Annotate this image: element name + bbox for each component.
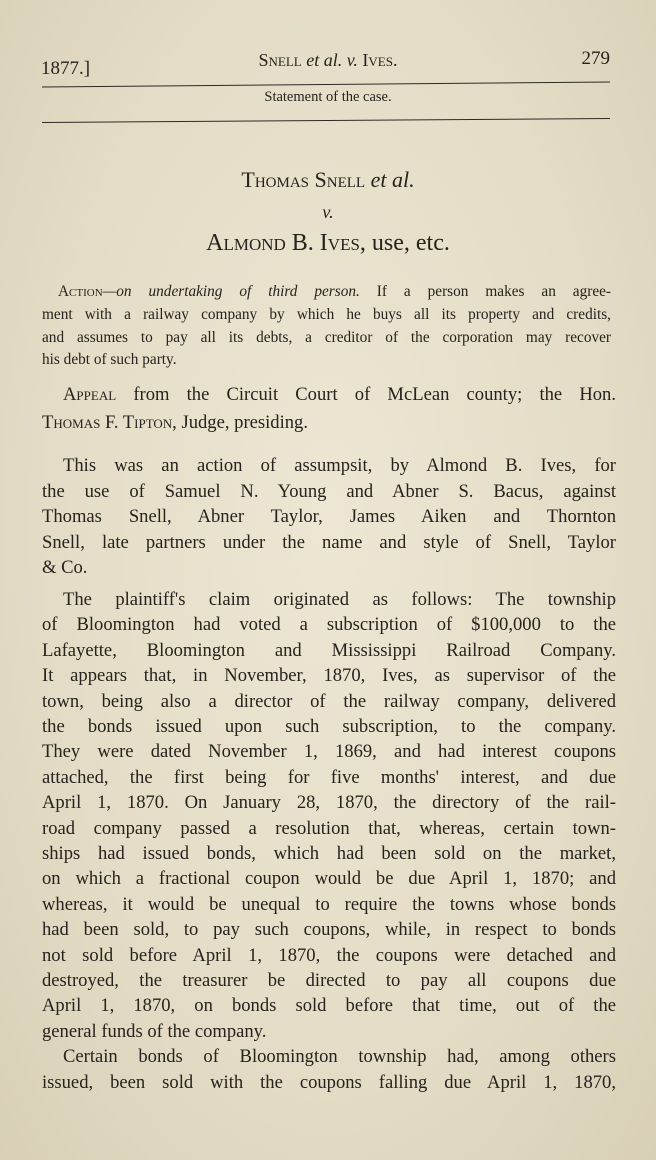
plaintiff-etal: et al. <box>370 167 415 192</box>
section-label: Statement of the case. <box>264 89 392 105</box>
appeal-text: from the Circuit Court of McLean county; the Hon. <box>116 384 616 405</box>
body-line: & Co. <box>42 557 88 578</box>
defendant-rest: , use, etc. <box>359 230 450 256</box>
body-line: It appears that, in November, 1870, Ives, as supervisor of the <box>42 665 616 687</box>
body-line: ships had issued bonds, which had been sold on the market, <box>42 843 616 864</box>
headnote-line: ment with a railway company by which he buys all its property and credits, <box>42 306 611 323</box>
headnote-lead: Action <box>58 283 103 300</box>
body-line: town, being also a director of the railway company, delivered <box>42 690 616 712</box>
body-line: general funds of the company. <box>42 1020 267 1042</box>
body-line: Lafayette, Bloomington and Mississippi Railroad Company. <box>42 639 616 661</box>
appeal-text: , Judge, presiding. <box>172 412 308 433</box>
plaintiff-name <box>0 167 656 193</box>
body-line: They were dated November 1, 1869, and had interest coupons <box>42 741 616 763</box>
body-line: road company passed a resolution that, whereas, certain town- <box>42 817 616 839</box>
body-line: had been sold, to pay such coupons, while, in respect to bonds <box>42 919 616 941</box>
body-line: issued, been sold with the coupons falling due April 1, 1870, <box>42 1071 616 1093</box>
running-title-etal: et al. v. <box>301 50 363 70</box>
running-title-ives: Ives. <box>362 50 398 70</box>
headnote-line: and assumes to pay all its debts, a creditor of the corporation may recover <box>42 329 611 346</box>
headnote-text: If a person makes an agree- <box>359 283 611 300</box>
versus: v. <box>322 202 334 222</box>
body-line: not sold before April 1, 1870, the coupons were detached and <box>42 944 616 966</box>
page-number: 279 <box>581 48 610 69</box>
body-line: the use of Samuel N. Young and Abner S. Bacus, against <box>42 480 616 502</box>
plaintiff-text: Thomas Snell <box>241 167 371 192</box>
body-line: destroyed, the treasurer be directed to pay all coupons due <box>42 970 616 991</box>
appeal-lead: Appeal <box>63 384 117 405</box>
body-line: Snell, late partners under the name and style of Snell, Taylor <box>42 531 616 553</box>
judge-name: Thomas F. Tipton <box>42 412 173 433</box>
year-label: 1877.] <box>41 58 91 79</box>
header-rule-top <box>42 82 610 88</box>
defendant-text: Almond B. Ives <box>206 230 360 256</box>
body-line: April 1, 1870, on bonds sold before that time, out of the <box>42 995 616 1017</box>
body-line: Certain bonds of Bloomington township had, among others <box>63 1046 616 1068</box>
defendant-name <box>0 230 656 257</box>
body-line: of Bloomington had voted a subscription of $100,000 to the <box>42 614 616 636</box>
running-title-snell: Snell <box>258 50 302 70</box>
appeal-line <box>63 384 616 406</box>
running-title <box>0 50 656 71</box>
headnote-line: his debt of such party. <box>42 351 177 368</box>
body-line: This was an action of assumpsit, by Almond B. Ives, for <box>63 455 616 476</box>
body-line: on which a fractional coupon would be due April 1, 1870; and <box>42 868 616 890</box>
body-line: the bonds issued upon such subscription, to the company. <box>42 716 616 737</box>
body-line: April 1, 1870. On January 28, 1870, the directory of the rail- <box>42 792 616 814</box>
headnote-topic: —on undertaking of third person. <box>102 283 360 300</box>
body-line: The plaintiff's claim originated as follows: The township <box>63 589 616 610</box>
body-line: attached, the first being for five months' interest, and due <box>42 766 616 788</box>
appeal-line <box>42 412 616 434</box>
headnote-line <box>58 282 611 302</box>
body-line: whereas, it would be unequal to require the towns whose bonds <box>42 893 616 915</box>
body-line: Thomas Snell, Abner Taylor, James Aiken and Thornton <box>42 506 616 527</box>
header-rule-bottom <box>42 118 610 123</box>
